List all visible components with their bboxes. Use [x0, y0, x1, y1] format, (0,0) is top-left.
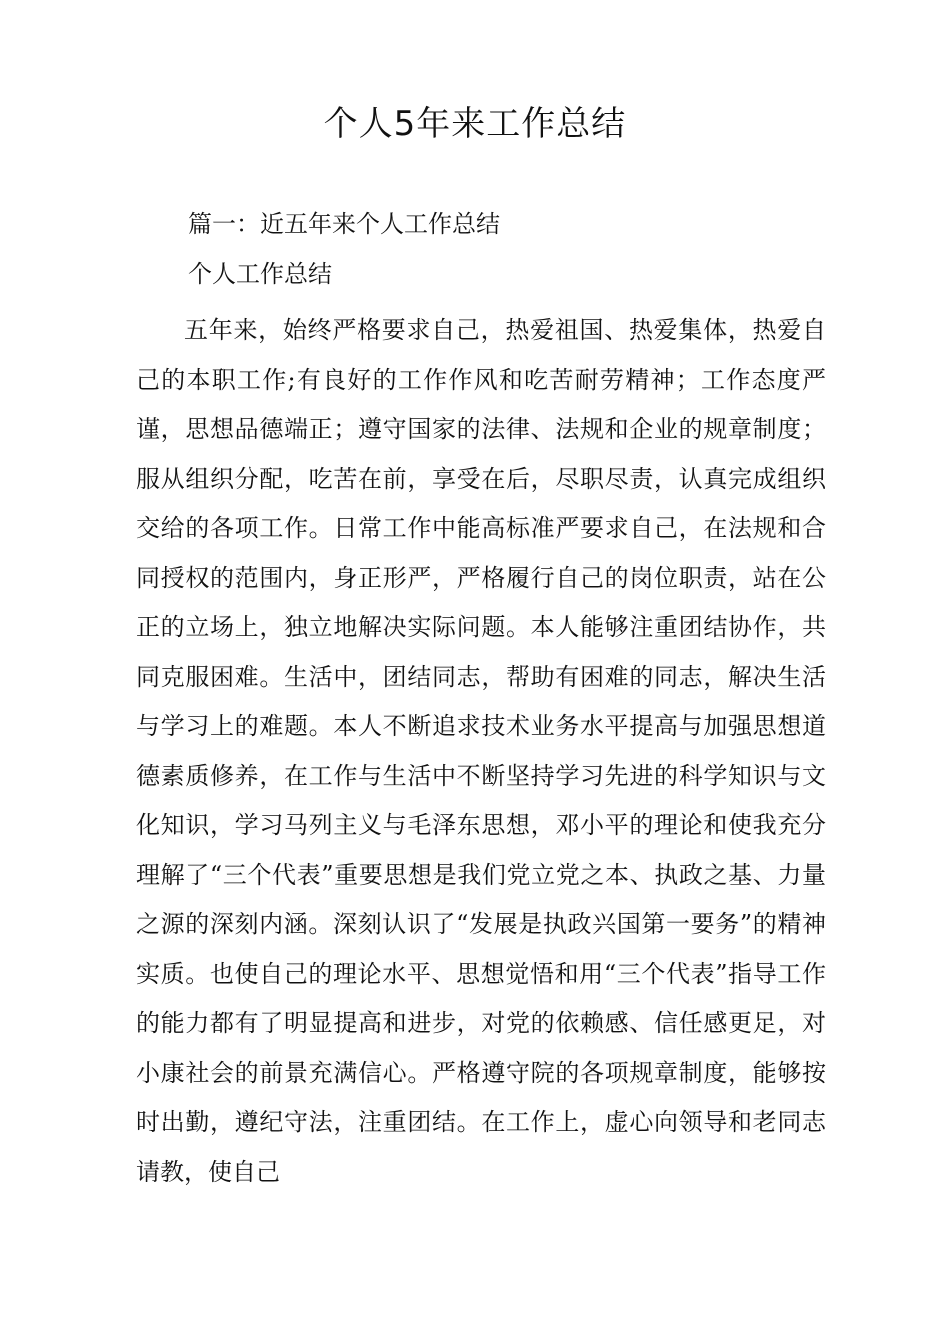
- body-paragraph: 五年来，始终严格要求自己，热爱祖国、热爱集体，热爱自己的本职工作;有良好的工作作风和吃苦耐劳精神；工作态度严谨，思想品德端正；遵守国家的法律、法规和企业的规章制度；服从组织分配，吃苦在前，享受在后，尽职尽责，认真完成组织交给的各项工作。日常工作中能高标准严要求自己，在法规和合同授权的范围内，身正形严，严格履行自己的岗位职责，站在公正的立场上，独立地解决实际问题。本人能够注重团结协作，共同克服困难。生活中，团结同志，帮助有困难的同志，解决生活与学习上的难题。本人不断追求技术业务水平提高与加强思想道德素质修养，在工作与生活中不断坚持学习先进的科学知识与文化知识，学习马列主义与毛泽东思想，邓小平的理论和使我充分理解了“三个代表”重要思想是我们党立党之本、执政之基、力量之源的深刻内涵。深刻认识了“发展是执政兴国第一要务”的精神实质。也使自己的理论水平、思想觉悟和用“三个代表”指导工作的能力都有了明显提高和进步，对党的依赖感、信任感更足，对小康社会的前景充满信心。严格遵守院的各项规章制度，能够按时出勤，遵纪守法，注重团结。在工作上，虚心向领导和老同志请教，使自己: [136, 316, 826, 1186]
- sub-heading: 个人工作总结: [188, 260, 332, 288]
- section-heading: 篇一：近五年来个人工作总结: [188, 210, 500, 238]
- document-title: 个人5年来工作总结: [323, 104, 627, 144]
